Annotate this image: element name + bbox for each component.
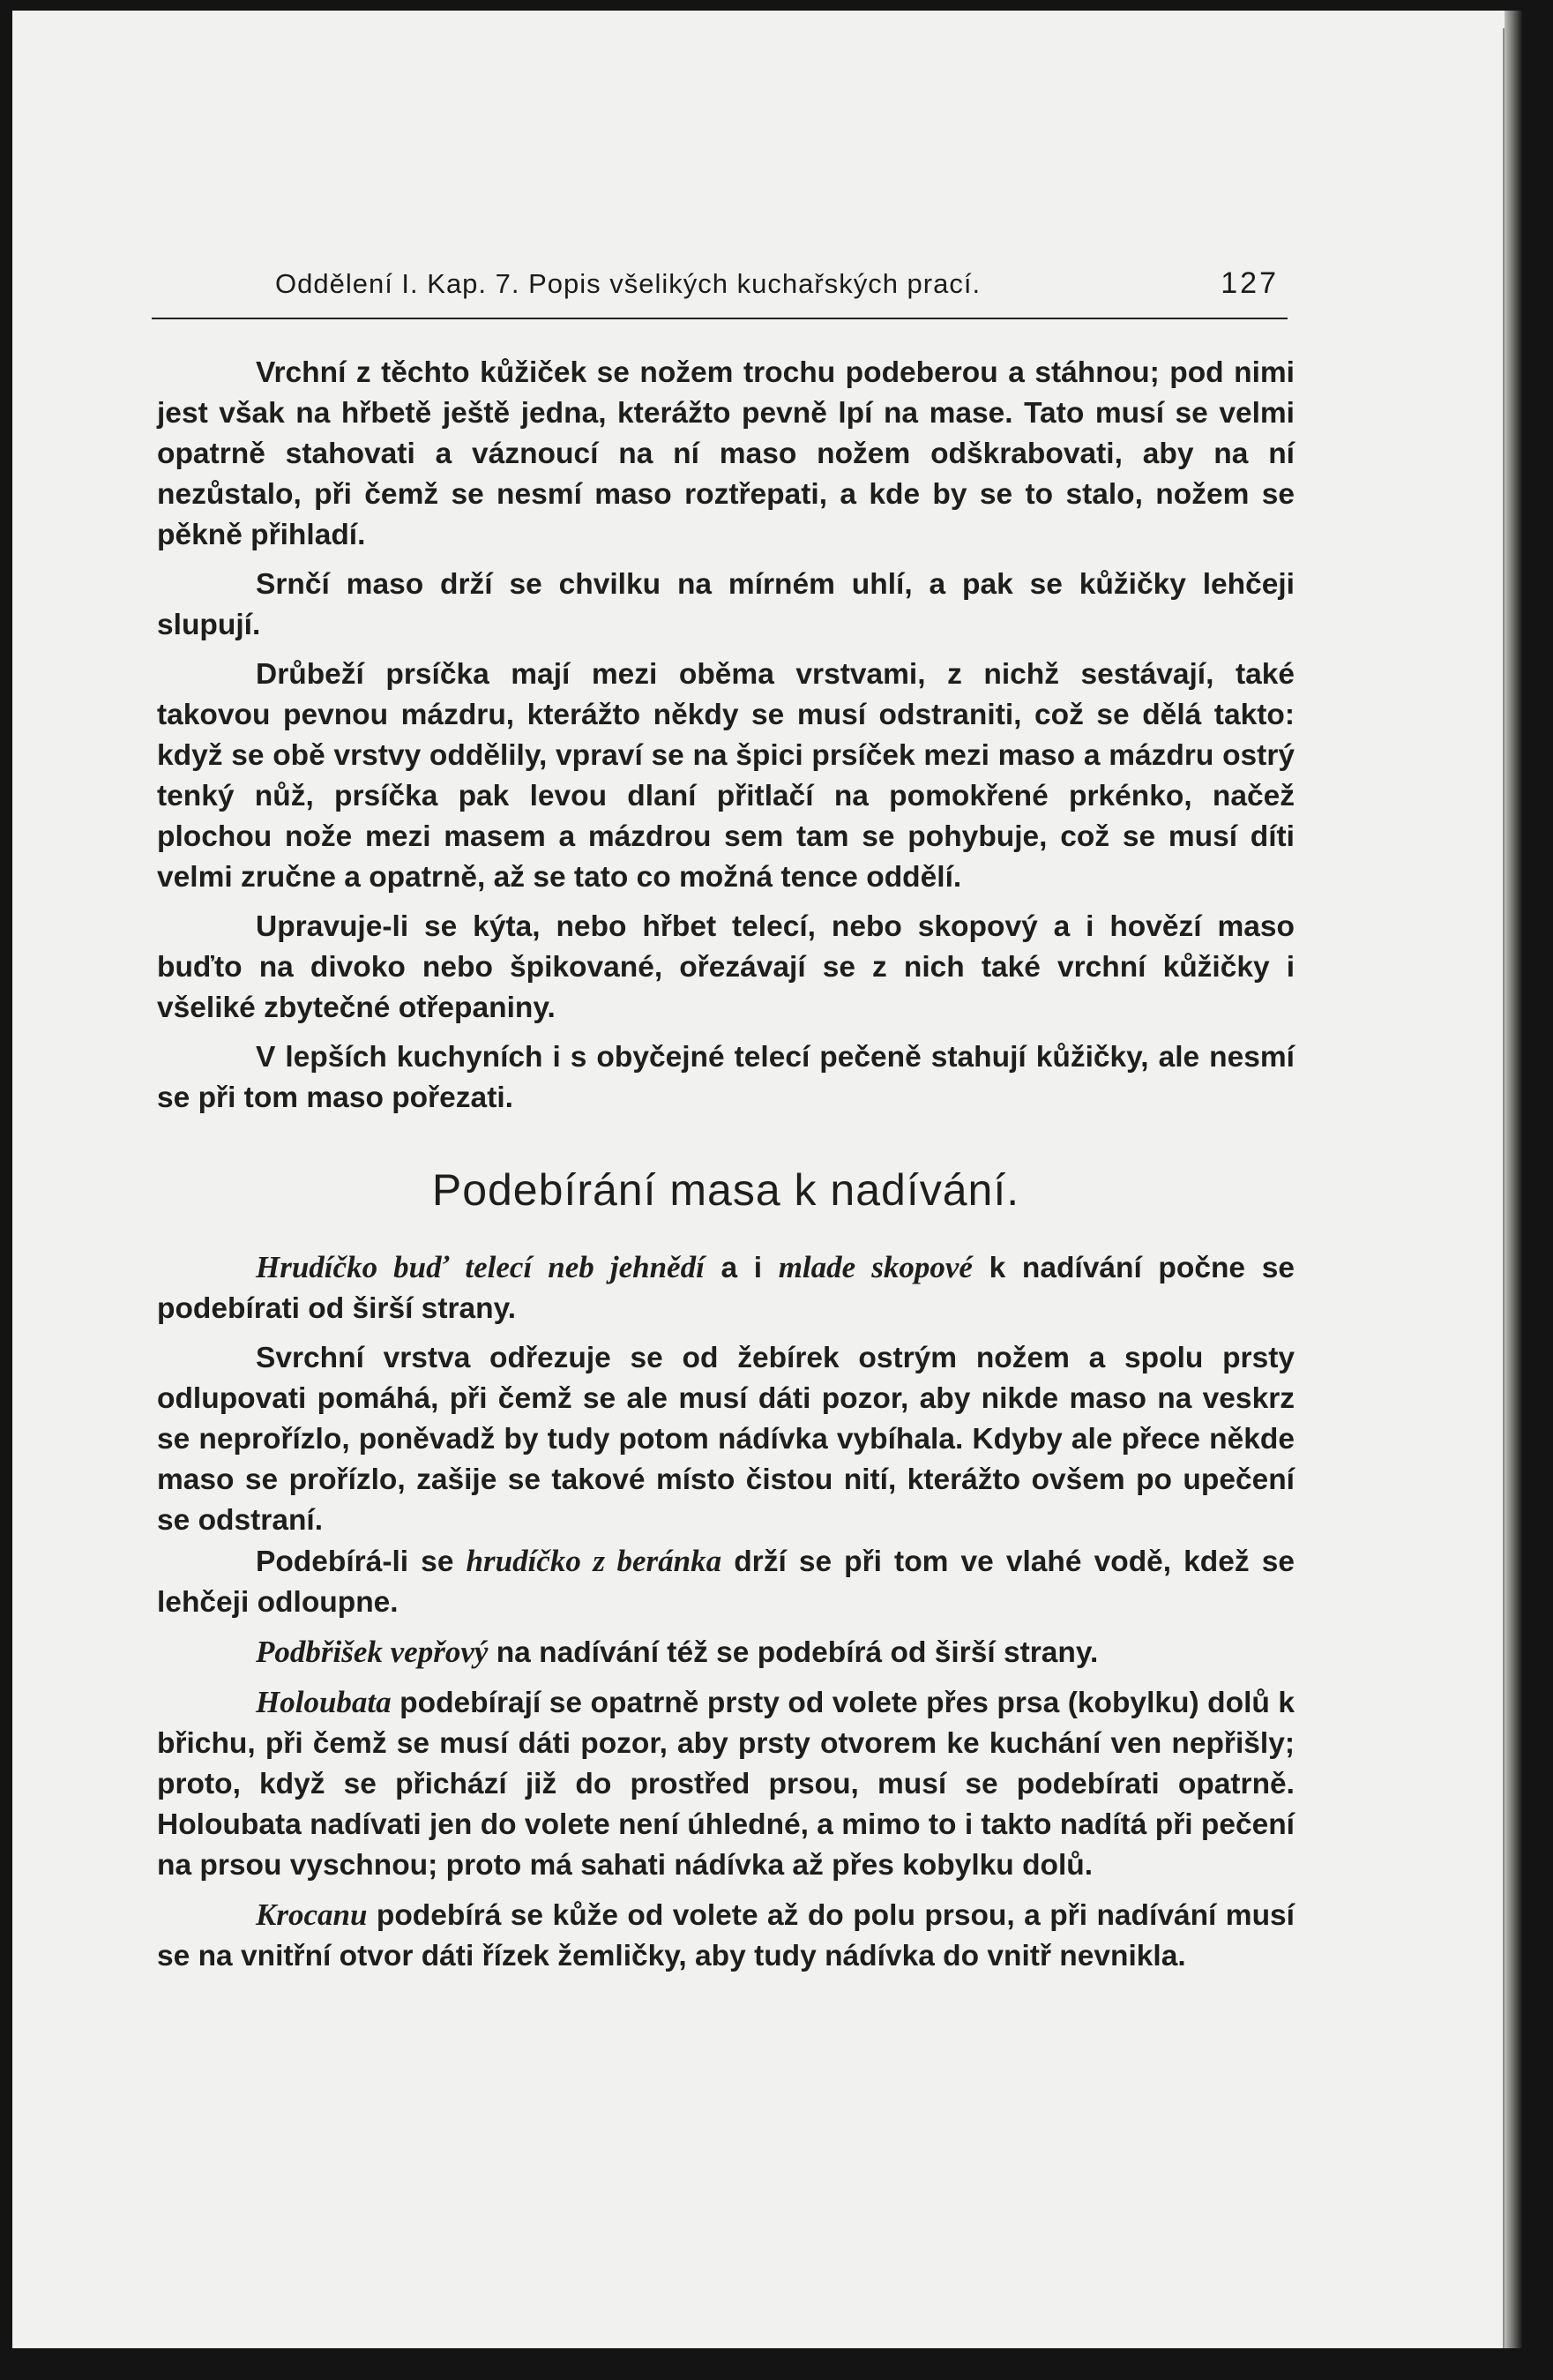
text-run: drží se při tom ve vlahé vodě, kdež se lehčeji odloupne. — [157, 1546, 1295, 1619]
italic-term: mlade skopové — [778, 1250, 973, 1284]
italic-term: Holoubata — [256, 1685, 392, 1719]
text-run: podebírají se opatrně prsty od volete přes prsa (kobylku) dolů k břichu, při čemž se musí dáti pozor, aby prsty otvorem ke kuchání ven nepřišly; proto, když se přichází již do prostřed prsou, musí se podebírati opatrně. Holoubata nadívati jen do volete není úhledné, a mimo to i takto nadítá při pečení na prsou vyschnou; proto má sahati nádívka až přes kobylku dolů. — [157, 1687, 1295, 1882]
italic-term: hrudíčko z beránka — [466, 1544, 722, 1578]
running-head: Oddělení I. Kap. 7. Popis všelikých kuchařských prací. — [275, 268, 982, 299]
paragraph-2: Srnčí maso drží se chvilku na mírném uhlí, a pak se kůžičky lehčeji slupují. — [157, 568, 1295, 641]
paragraph-10 — [157, 1682, 1295, 1886]
page-edge-dark — [1504, 11, 1522, 2348]
paragraph-3: Drůbeží prsíčka mají mezi oběma vrstvami, z nichž sestávají, také takovou pevnou mázdru, kterážto někdy se musí odstraniti, což se dělá takto: když se obě vrstvy oddělily, vpraví se na špici prsíček mezi maso a mázdru ostrý tenký nůž, prsíčka pak levou dlaní přitlačí na pomokřené prkénko, načež plochou nože mezi masem a mázdrou sem tam se pohybuje, což se musí díti velmi zručne a opatrně, až se tato co možná tence oddělí. — [157, 658, 1295, 894]
text-run: na nadívání též se podebírá od širší strany. — [488, 1636, 1099, 1669]
paragraph-8 — [157, 1541, 1295, 1623]
paragraph-5: V lepších kuchyních i s obyčejné telecí pečeně stahují kůžičky, ale nesmí se při tom maso pořezati. — [157, 1041, 1295, 1114]
page-number: 127 — [1221, 266, 1279, 300]
italic-term: Podbřišek vepřový — [256, 1635, 489, 1669]
page-header — [152, 263, 1288, 319]
text-run: Podebírá-li se — [256, 1546, 467, 1578]
paragraph-7: Svrchní vrstva odřezuje se od žebírek ostrým nožem a spolu prsty odlupovati pomáhá, při čemž se ale musí dáti pozor, aby nikde maso na veskrz se neprořízlo, poněvadž by tudy potom nádívka vybíhala. Kdyby ale přece někde maso se prořízlo, zašije se takové místo čistou nití, kterážto ovšem po upečení se odstraní. — [157, 1342, 1295, 1537]
paragraph-9 — [157, 1632, 1295, 1673]
text-run: a i — [704, 1252, 779, 1284]
page-body — [157, 353, 1295, 1986]
text-run: podebírá se kůže od volete až do polu prsou, a při nadívání musí se na vnitřní otvor dáti řízek žemličky, aby tudy nádívka do vnitř nevnikla. — [157, 1899, 1295, 1972]
paragraph-11 — [157, 1895, 1295, 1977]
italic-term: Hrudíčko buď telecí neb jehnědí — [256, 1250, 705, 1284]
text-run: k nadívání počne se podebírati od širší strany. — [157, 1252, 1295, 1325]
italic-term: Krocanu — [256, 1897, 368, 1932]
section-title: Podebírání masa k nadívání. — [431, 1165, 1020, 1215]
paragraph-4: Upravuje-li se kýta, nebo hřbet telecí, nebo skopový a i hovězí maso buďto na divoko nebo špikované, ořezávají se z nich také vrchní kůžičky i všeliké zbytečné otřepaniny. — [157, 910, 1295, 1024]
paragraph-1: Vrchní z těchto kůžiček se nožem trochu podeberou a stáhnou; pod nimi jest však na hřbetě ještě jedna, kterážto pevně lpí na mase. Tato musí se velmi opatrně stahovati a váznoucí na ní maso nožem odškrabovati, aby na ní nezůstalo, při čemž se nesmí maso roztřepati, a kde by se to stalo, nožem se pěkně přihladí. — [157, 356, 1295, 551]
paragraph-6 — [157, 1247, 1295, 1329]
